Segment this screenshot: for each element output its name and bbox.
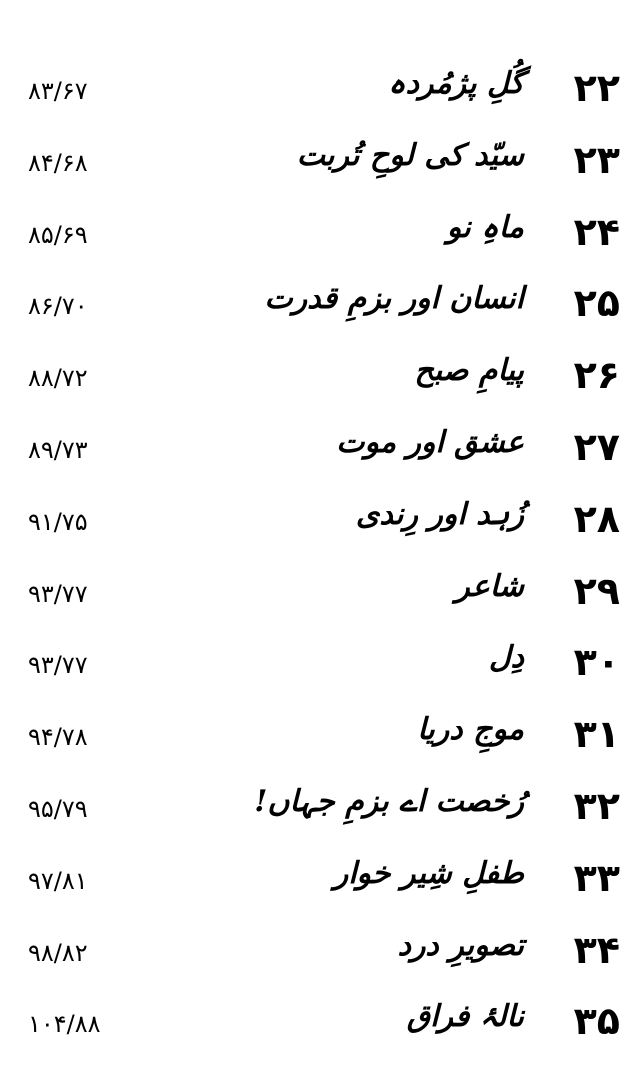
entry-number: ۳۴: [573, 927, 620, 972]
toc-entry: [0, 196, 644, 268]
entry-title: رُخصت اے بزمِ جہاں!: [254, 783, 524, 819]
toc-entry: [0, 626, 644, 698]
entry-page: ۹۳/۷۷: [28, 651, 88, 680]
toc-entry: [0, 555, 644, 627]
entry-page: ۹۵/۷۹: [28, 794, 88, 823]
toc-entry: [0, 339, 644, 411]
entry-title: دِل: [488, 640, 524, 676]
entry-title: نالۂ فراق: [406, 999, 524, 1035]
entry-title: پیامِ صبح: [414, 353, 524, 389]
toc-entry: [0, 483, 644, 555]
entry-page: ۱۰۴/۸۸: [28, 1010, 101, 1039]
entry-title: شاعر: [455, 568, 524, 604]
entry-number: ۲۲: [573, 66, 620, 110]
entry-number: ۲۶: [573, 353, 620, 398]
entry-number: ۲۵: [573, 281, 620, 326]
toc-entry: [0, 124, 644, 196]
entry-number: ۲۸: [573, 496, 620, 541]
entry-page: ۸۹/۷۳: [28, 435, 88, 464]
toc-entry: [0, 698, 644, 770]
entry-title: تصویرِ درد: [397, 927, 524, 963]
entry-page: ۹۷/۸۱: [28, 866, 88, 895]
toc-entry: [0, 411, 644, 483]
entry-title: گُلِ پژمُردہ: [388, 66, 524, 101]
entry-title: سیّد کی لوحِ تُربت: [296, 137, 524, 173]
entry-page: ۸۸/۷۲: [28, 364, 88, 393]
entry-number: ۲۳: [573, 137, 620, 182]
entry-page: ۹۸/۸۲: [28, 938, 88, 967]
entry-number: ۳۱: [573, 712, 620, 757]
entry-page: ۸۴/۶۸: [28, 148, 88, 177]
entry-number: ۲۹: [573, 568, 620, 613]
entry-title: انسان اور بزمِ قدرت: [264, 281, 524, 317]
entry-number: ۲۴: [573, 209, 620, 254]
toc-entry: [0, 985, 644, 1057]
entry-title: عشق اور موت: [336, 424, 524, 460]
entry-page: ۹۳/۷۷: [28, 579, 88, 608]
table-of-contents: [0, 52, 644, 1057]
toc-entry: [0, 770, 644, 842]
entry-page: ۹۴/۷۸: [28, 723, 88, 752]
toc-entry: [0, 914, 644, 986]
entry-page: ۸۵/۶۹: [28, 220, 88, 249]
entry-number: ۳۲: [573, 783, 620, 828]
entry-number: ۳۰: [573, 640, 620, 685]
entry-number: ۳۵: [573, 999, 620, 1044]
entry-number: ۳۳: [573, 855, 620, 900]
entry-number: ۲۷: [573, 424, 620, 469]
entry-title: طفلِ شِیر خوار: [333, 855, 524, 891]
entry-page: ۹۱/۷۵: [28, 507, 88, 536]
entry-title: موجِ دریا: [417, 712, 524, 748]
entry-title: زُہد اور رِندی: [355, 496, 524, 532]
entry-page: ۸۳/۶۷: [28, 77, 88, 105]
toc-entry: [0, 52, 644, 124]
toc-entry: [0, 267, 644, 339]
toc-entry: [0, 842, 644, 914]
entry-page: ۸۶/۷۰: [28, 292, 88, 321]
entry-title: ماہِ نو: [446, 209, 524, 245]
